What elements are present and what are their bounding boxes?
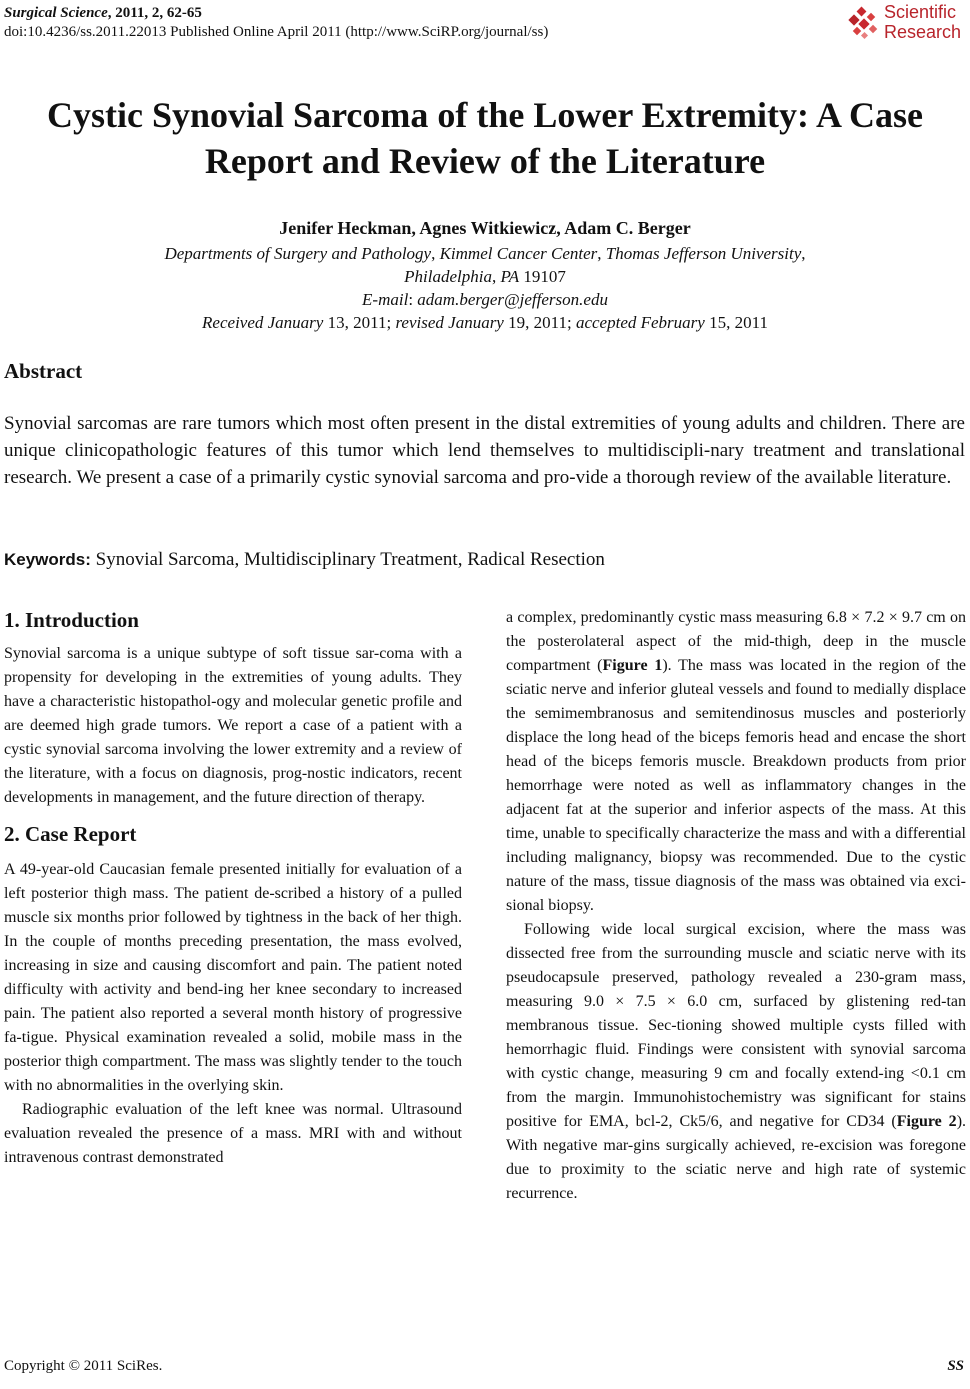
journal-name: Surgical Science bbox=[4, 5, 108, 21]
abstract-heading: Abstract bbox=[4, 359, 83, 383]
revised-label: revised January bbox=[395, 313, 504, 332]
accepted-date: 15, 2011 bbox=[709, 313, 768, 332]
intro-heading: 1. Introduction bbox=[4, 608, 139, 632]
pathology-paragraph bbox=[506, 918, 966, 1206]
revised-date: 19, 2011; bbox=[508, 313, 572, 332]
email-line: E-mail: adam.berger@jefferson.edu bbox=[362, 290, 608, 309]
case-paragraph-2: Radiographic evaluation of the left knee was normal. Ultrasound evaluation revealed the presence of a mass. MRI with and without intravenous contrast demonstrated bbox=[4, 1101, 462, 1166]
author-list: Jenifer Heckman, Agnes Witkiewicz, Adam C. Berger bbox=[279, 218, 691, 238]
scientific-research-logo-icon bbox=[844, 6, 880, 42]
affiliation-line2: Philadelphia, PA 19107 bbox=[404, 267, 566, 286]
left-column bbox=[4, 606, 462, 1170]
doi-line: doi:10.4236/ss.2011.22013 Published Online April 2011 (http://www.SciRP.org/journal/ss) bbox=[4, 24, 549, 40]
mri-text-b: ). The mass was located in the region of the sciatic nerve and inferior gluteal vessels and found to medially displace the semimembranosus and semitendinosus muscles and posteriorly displace the long head of the biceps femoris head and encase the short head of the biceps femoris muscle. Breakdown products from prior hemorrhage were noted as well as inflammatory changes in the adjacent fat at the superior and inferior aspects of the mass. At this time, unable to specifically characterize the mass and with a differential including malignancy, biopsy was recommended. Due to the cystic nature of the mass, tissue diagnosis of the mass was obtained via exci-sional biopsy. bbox=[506, 657, 967, 914]
affiliation-university: Thomas Jefferson University bbox=[605, 244, 802, 263]
logo-text-line1: Scientific bbox=[884, 2, 957, 22]
journal-volume: , 2011, 2, 62-65 bbox=[107, 5, 202, 21]
mri-text-a: a complex, predominantly cystic mass measuring 6.8 × 7.2 × 9.7 cm on the posterolateral aspect of the mid-thigh, deep in the muscle compartment ( bbox=[506, 609, 966, 674]
affiliation-state: PA bbox=[500, 267, 520, 286]
received-label: Received January bbox=[202, 313, 324, 332]
publisher-logo bbox=[844, 2, 964, 44]
email-link[interactable]: adam.berger@jefferson.edu bbox=[417, 290, 608, 309]
accepted-label: accepted February bbox=[575, 313, 705, 332]
right-column bbox=[506, 606, 966, 1206]
affiliation-line1: Departments of Surgery and Pathology, Kimmel Cancer Center, Thomas Jefferson University, bbox=[164, 244, 806, 263]
page-header bbox=[4, 4, 548, 42]
affiliation-zip: 19107 bbox=[523, 267, 566, 286]
logo-text-line2: Research bbox=[884, 22, 962, 42]
email-label: E-mail bbox=[362, 290, 409, 309]
case-paragraph-1: A 49-year-old Caucasian female presented initially for evaluation of a left posterior thigh mass. The patient de-scribed a history of a pulled muscle six months prior followed by tightness in the back of her thigh. In the couple of months preceding presentation, the mass evolved, increasing in size and causing discomfort and pain. The patient noted difficulty with activity and bend-ing her knee secondary to increased pain. The patient also reported a several month history of progressive fa-tigue. Physical examination revealed a solid, mobile mass in the posterior thigh compartment. The mass was slightly tender to the touch with no abnormalities in the overlying skin. bbox=[4, 861, 462, 1094]
journal-abbr-footer: SS bbox=[947, 1358, 964, 1374]
keywords-text: Synovial Sarcoma, Multidisciplinary Treatment, Radical Resection bbox=[95, 549, 605, 570]
case-report-heading: 2. Case Report bbox=[4, 822, 137, 846]
received-date: 13, 2011; bbox=[327, 313, 392, 332]
keywords-label: Keywords: bbox=[4, 550, 91, 569]
figure-1-ref[interactable]: Figure 1 bbox=[602, 657, 663, 674]
pathology-text-b: ). With negative mar-gins surgically achieved, re-excision was foregone due to proximity to the sciatic nerve and high rate of systemic recurrence. bbox=[506, 1113, 967, 1202]
title-line2: Report and Review of the Literature bbox=[204, 141, 766, 181]
affiliation-center: Kimmel Cancer Center bbox=[439, 244, 598, 263]
dates-line bbox=[0, 311, 970, 334]
affiliation-block bbox=[0, 242, 970, 334]
journal-citation bbox=[4, 4, 548, 23]
figure-2-ref[interactable]: Figure 2 bbox=[896, 1113, 957, 1130]
article-title bbox=[0, 92, 970, 184]
affiliation-city: Philadelphia bbox=[404, 267, 492, 286]
copyright-footer: Copyright © 2011 SciRes. bbox=[4, 1358, 163, 1374]
keywords-line bbox=[4, 546, 605, 573]
title-line1: Cystic Synovial Sarcoma of the Lower Extremity: A Case bbox=[47, 95, 923, 135]
mri-paragraph bbox=[506, 606, 966, 918]
affiliation-dept: Departments of Surgery and Pathology bbox=[164, 244, 432, 263]
intro-paragraph: Synovial sarcoma is a unique subtype of soft tissue sar-coma with a propensity for developing in the extremities of young adults. They have a characteristic histopathol-ogy and molecular genetic profile and are deemed high grade tumors. We report a case of a patient with a cystic synovial sarcoma involving the lower extremity and a review of the literature, with a focus on diagnosis, prog-nostic indicators, recent developments in management, and the future direction of therapy. bbox=[4, 645, 462, 806]
abstract-text: Synovial sarcomas are rare tumors which most often present in the distal extremities of young adults and children. There are unique clinicopathologic features of this tumor which lend themselves to multidiscipli-nary treatment and translational research. We present a case of a primarily cystic synovial sarcoma and pro-vide a thorough review of the available literature. bbox=[4, 413, 965, 488]
pathology-text-a: Following wide local surgical excision, where the mass was dissected free from the surrounding muscle and sciatic nerve with its pseudocapsule preserved, pathology revealed a 230-gram mass, measuring 9.0 × 7.5 × 6.0 cm, surfaced by glistening red-tan membranous tissue. Sec-tioning showed multiple cysts filled with hemorrhagic fluid. Findings were consistent with synovial sarcoma with cystic change, measuring 9 cm and focally extend-ing <0.1 cm from the margin. Immunohistochemistry was significant for stains positive for EMA, bcl-2, Ck5/6, and negative for CD34 ( bbox=[506, 921, 966, 1130]
